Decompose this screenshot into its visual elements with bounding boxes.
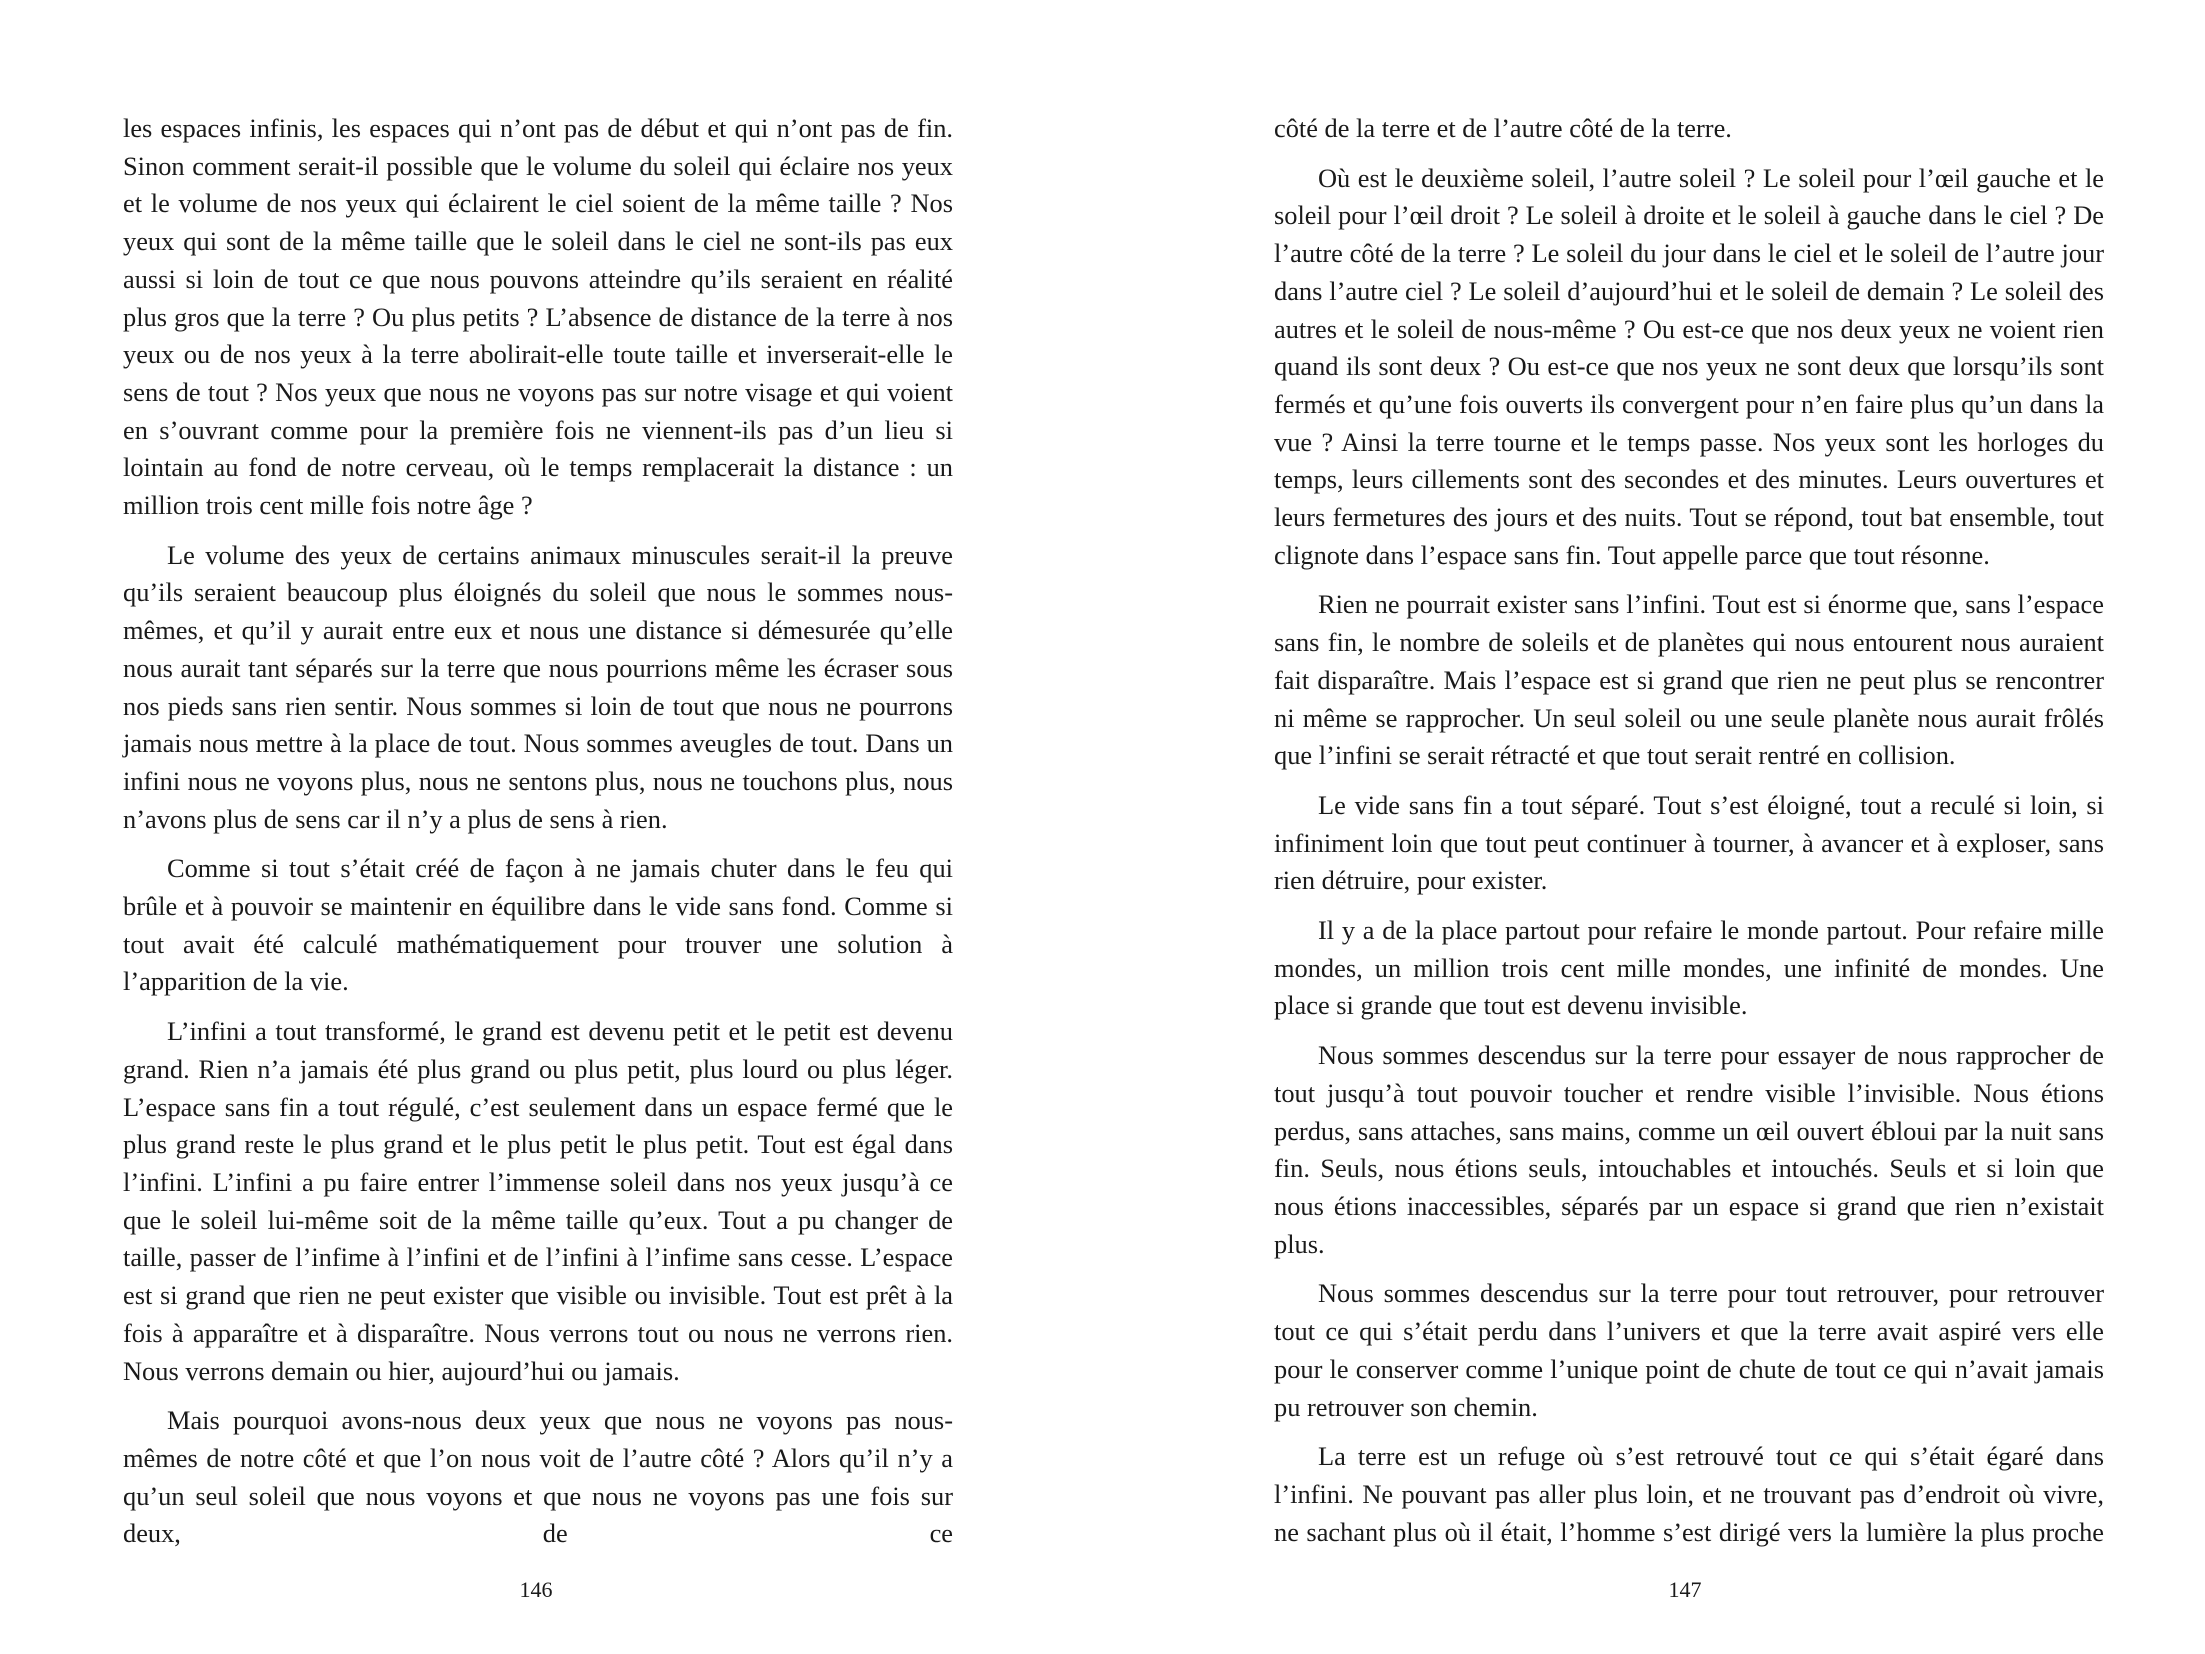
page-number-right: 147 (1668, 1577, 1702, 1602)
paragraph: La terre est un refuge où s’est retrouvé tout ce qui s’était égaré dans l’infini. Ne pouvant pas aller plus loin, et ne trouvant pas d’endroit où vivre, ne sachant plus où il était, l’homme s’est dirigé vers la lumière la plus proche (1274, 1441, 2104, 1547)
paragraph: L’infini a tout transformé, le grand est devenu petit et le petit est devenu grand. Rien n’a jamais été plus grand ou plus petit, plus lourd ou plus léger. L’espace sans fin a tout régulé, c’est seulement dans un espace fermé que le plus grand reste le plus grand et le plus petit le plus petit. Tout est égal dans l’infini. L’infini a pu faire entrer l’immense soleil dans nos yeux jusqu’à ce que le soleil lui-même soit de la même taille qu’eux. Tout a pu changer de taille, passer de l’infime à l’infini et de l’infini à l’infime sans cesse. L’espace est si grand que rien ne peut exister que visible ou invisible. Tout est prêt à la fois à apparaître et à disparaître. Nous verrons tout ou nous ne verrons rien. Nous verrons demain ou hier, aujourd’hui ou jamais. (123, 1016, 953, 1386)
paragraph: Le vide sans fin a tout séparé. Tout s’est éloigné, tout a reculé si loin, si infiniment loin que tout peut continuer à tourner, à avancer et à exploser, sans rien détruire, pour exister. (1274, 789, 2104, 896)
paragraph: Il y a de la place partout pour refaire le monde partout. Pour refaire mille mondes, un million trois cent mille mondes, une infinité de mondes. Une place si grande que tout est devenu invisible. (1274, 915, 2104, 1021)
paragraph: Rien ne pourrait exister sans l’infini. Tout est si énorme que, sans l’espace sans fin, le nombre de soleils et de planètes qui nous entourent nous auraient fait disparaître. Mais l’espace est si grand que rien ne peut plus se rencontrer ni même se rapprocher. Un seul soleil ou une seule planète nous aurait frôlés que l’infini se serait rétracté et que tout serait rentré en collision. (1274, 589, 2104, 771)
paragraph: Où est le deuxième soleil, l’autre soleil ? Le soleil pour l’œil gauche et le soleil pour l’œil droit ? Le soleil à droite et le soleil à gauche dans le ciel ? De l’autre côté de la terre ? Le soleil du jour dans le ciel et le soleil de l’autre jour dans l’autre ciel ? Le soleil d’aujourd’hui et le soleil de demain ? Le soleil des autres et le soleil de nous-même ? Ou est-ce que nos deux yeux ne voient rien quand ils sont deux ? Ou est-ce que nos yeux ne sont deux que lorsqu’ils sont fermés et qu’une fois ouverts ils convergent pour n’en faire plus qu’un dans la vue ? Ainsi la terre tourne et le temps passe. Nos yeux sont les horloges du temps, leurs cillements sont des secondes et des minutes. Leurs ouvertures et leurs fermetures des jours et des nuits. Tout se répond, tout bat ensemble, tout clignote dans l’espace sans fin. Tout appelle parce que tout résonne. (1274, 162, 2104, 570)
paragraph: Mais pourquoi avons-nous deux yeux que nous ne voyons pas nous-mêmes de notre côté et que l’on nous voit de l’autre côté ? Alors qu’il n’y a qu’un seul soleil que nous voyons et que nous ne voyons pas une fois sur deux, de ce (123, 1405, 953, 1549)
paragraph: les espaces infinis, les espaces qui n’ont pas de début et qui n’ont pas de fin. Sinon comment serait-il possible que le volume du soleil qui éclaire nos yeux et le volume de nos yeux qui éclairent le ciel soient de la même taille ? Nos yeux qui sont de la même taille que le soleil dans le ciel ne sont-ils pas eux aussi si loin de tout ce que nous pouvons atteindre qu’ils seraient en réalité plus gros que la terre ? Ou plus petits ? L’absence de distance de la terre à nos yeux ou de nos yeux à la terre abolirait-elle toute taille et inverserait-elle le sens de tout ? Nos yeux que nous ne voyons pas sur notre visage et qui voient en s’ouvrant comme pour la première fois ne viennent-ils pas d’un lieu si lointain au fond de notre cerveau, où le temps remplacerait la distance : un million trois cent mille fois notre âge ? (123, 113, 953, 521)
paragraph: côté de la terre et de l’autre côté de la terre. (1274, 113, 1732, 143)
right-page (1274, 110, 2104, 1547)
right-page-text (1274, 110, 2104, 1551)
paragraph: Nous sommes descendus sur la terre pour tout retrouver, pour retrouver tout ce qui s’était perdu dans l’univers et que la terre avait aspiré vers elle pour le conserver comme l’unique point de chute de tout ce qui n’avait jamais pu retrouver son chemin. (1274, 1278, 2104, 1422)
paragraph: Nous sommes descendus sur la terre pour essayer de nous rapprocher de tout jusqu’à tout pouvoir toucher et rendre visible l’invisible. Nous étions perdus, sans attaches, sans mains, comme un œil ouvert ébloui par la nuit sans fin. Seuls, nous étions seuls, intouchables et intouchés. Seuls et si loin que nous étions inaccessibles, séparés par un espace si grand que rien n’existait plus. (1274, 1040, 2104, 1259)
paragraph: Le volume des yeux de certains animaux minuscules serait-il la preuve qu’ils seraient beaucoup plus éloignés du soleil que nous le sommes nous-mêmes, et qu’il y aurait entre eux et nous une distance si démesurée qu’elle nous aurait tant séparés sur la terre que nous pourrions même les écraser sous nos pieds sans rien sentir. Nous sommes si loin de tout que nous ne pourrons jamais nous mettre à la place de tout. Nous sommes aveugles de tout. Dans un infini nous ne voyons plus, nous ne sentons plus, nous ne touchons plus, nous n’avons plus de sens car il n’y a plus de sens à rien. (123, 539, 953, 834)
left-page (123, 110, 953, 1549)
left-page-text (123, 110, 953, 1553)
page-number-left: 146 (519, 1577, 553, 1602)
paragraph: Comme si tout s’était créé de façon à ne jamais chuter dans le feu qui brûle et à pouvoir se maintenir en équilibre dans le vide sans fond. Comme si tout avait été calculé mathématiquement pour trouver une solution à l’apparition de la vie. (123, 853, 953, 997)
